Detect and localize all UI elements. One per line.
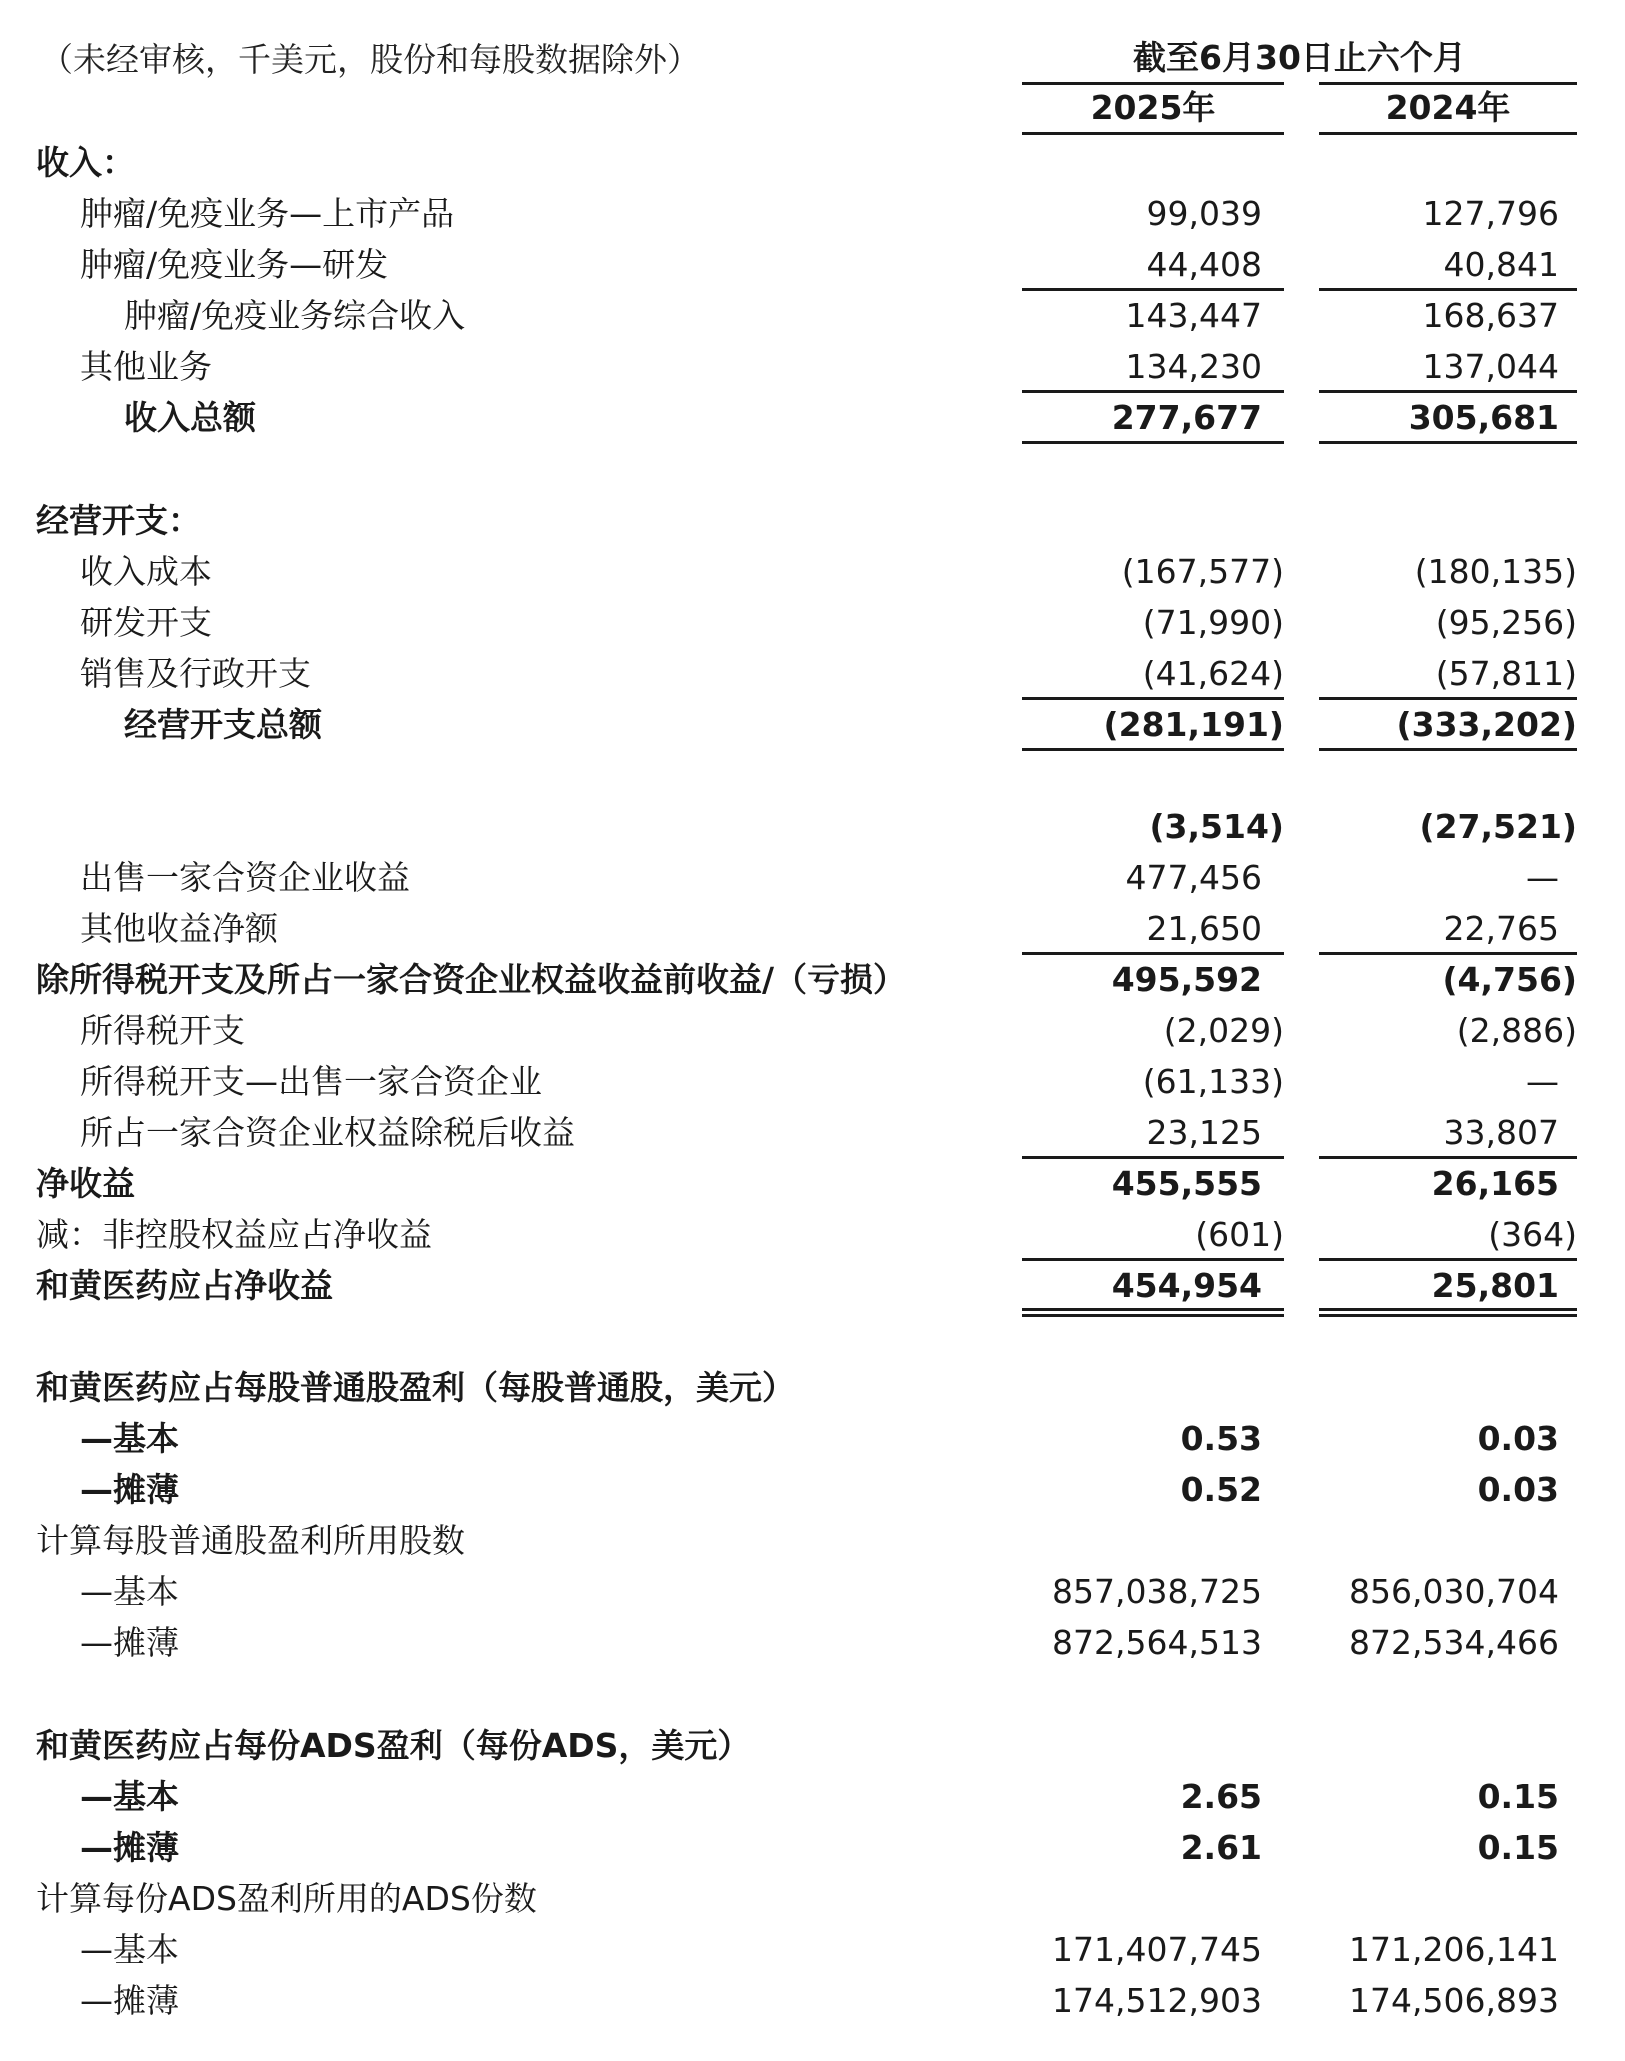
- header-rule: [1022, 132, 1284, 135]
- table-row: [0, 1873, 1625, 1924]
- net-income-label: 净收益: [36, 1164, 135, 1203]
- double-rule: [1022, 1314, 1284, 1317]
- ads-eps-heading: 和黄医药应占每份ADS盈利（每份ADS，美元）: [36, 1726, 751, 1765]
- row-label: 所得税开支—出售一家合资企业: [80, 1062, 542, 1101]
- table-row: [0, 954, 1625, 1005]
- table-row: [0, 699, 1625, 750]
- value-2025: 2.61: [1180, 1828, 1262, 1867]
- value-2025: 2.65: [1180, 1777, 1262, 1816]
- value-2025: 857,038,725: [1052, 1572, 1262, 1611]
- value-2025: 44,408: [1146, 245, 1262, 284]
- value-2025: (3,514): [1149, 807, 1284, 846]
- value-2025: 23,125: [1146, 1113, 1262, 1152]
- table-row: [0, 1413, 1625, 1464]
- pretax-income-label: 除所得税开支及所占一家合资企业权益收益前收益/（亏损）: [36, 960, 907, 999]
- column-header-2025: 2025年: [1090, 88, 1216, 127]
- table-row: [0, 1566, 1625, 1617]
- row-label: 肿瘤/免疫业务—研发: [80, 245, 389, 284]
- table-row: [0, 546, 1625, 597]
- double-rule: [1022, 1308, 1284, 1311]
- table-row: [0, 1158, 1625, 1209]
- value-2025: 143,447: [1125, 296, 1262, 335]
- value-2025: (167,577): [1121, 552, 1284, 591]
- row-label: 肿瘤/免疫业务综合收入: [124, 296, 466, 335]
- header-rule: [1319, 132, 1577, 135]
- total-rule: [1022, 748, 1284, 751]
- table-row: [0, 1056, 1625, 1107]
- value-2024: (27,521): [1419, 807, 1577, 846]
- value-2024: 137,044: [1422, 347, 1559, 386]
- table-row: [0, 495, 1625, 546]
- value-2024: 174,506,893: [1349, 1981, 1559, 2020]
- value-2024: 305,681: [1408, 398, 1559, 437]
- value-2025: 99,039: [1146, 194, 1262, 233]
- table-row: [0, 1515, 1625, 1566]
- table-row: [0, 1260, 1625, 1311]
- table-row: [0, 1617, 1625, 1668]
- table-row: [0, 341, 1625, 392]
- value-2024: (180,135): [1414, 552, 1577, 591]
- value-2024: 856,030,704: [1349, 1572, 1559, 1611]
- row-label: 研发开支: [80, 603, 212, 642]
- value-2025: 495,592: [1111, 960, 1262, 999]
- value-2024: 40,841: [1443, 245, 1559, 284]
- table-row: [0, 801, 1625, 852]
- row-label: 销售及行政开支: [80, 654, 311, 693]
- section-heading-revenue: 收入：: [36, 143, 135, 182]
- value-2024: (364): [1488, 1215, 1577, 1254]
- value-2025: 0.52: [1180, 1470, 1262, 1509]
- units-note: （未经审核，千美元，股份和每股数据除外）: [40, 40, 700, 79]
- value-2024: (333,202): [1396, 705, 1577, 744]
- row-label: —基本: [80, 1930, 179, 1969]
- row-label: 所占一家合资企业权益除税后收益: [80, 1113, 575, 1152]
- row-label: 收入成本: [80, 552, 212, 591]
- value-2024: 25,801: [1431, 1266, 1559, 1305]
- value-2025: 171,407,745: [1052, 1930, 1262, 1969]
- value-2024: (4,756): [1442, 960, 1577, 999]
- row-label: —基本: [80, 1419, 179, 1458]
- table-row: [0, 597, 1625, 648]
- row-label: 计算每股普通股盈利所用股数: [36, 1521, 465, 1560]
- table-row: [0, 648, 1625, 699]
- row-label: 计算每份ADS盈利所用的ADS份数: [36, 1879, 537, 1918]
- table-row: [0, 1362, 1625, 1413]
- value-2024: 0.03: [1477, 1470, 1559, 1509]
- row-label: —摊薄: [80, 1981, 179, 2020]
- double-rule: [1319, 1314, 1577, 1317]
- value-2025: (71,990): [1142, 603, 1284, 642]
- row-label: 出售一家合资企业收益: [80, 858, 410, 897]
- table-row: [0, 1720, 1625, 1771]
- table-row: [0, 1107, 1625, 1158]
- value-2025: (281,191): [1103, 705, 1284, 744]
- row-label: 减：非控股权益应占净收益: [36, 1215, 432, 1254]
- value-2025: 454,954: [1111, 1266, 1262, 1305]
- value-2024: 0.15: [1477, 1828, 1559, 1867]
- value-2024: (2,886): [1456, 1011, 1577, 1050]
- value-2025: 21,650: [1146, 909, 1262, 948]
- row-label: 其他业务: [80, 347, 212, 386]
- value-2024: 26,165: [1431, 1164, 1559, 1203]
- total-operating-expenses-label: 经营开支总额: [124, 705, 322, 744]
- table-row: [0, 1822, 1625, 1873]
- total-revenue-label: 收入总额: [124, 398, 256, 437]
- row-label: 其他收益净额: [80, 909, 278, 948]
- section-heading-operating-expenses: 经营开支：: [36, 501, 201, 540]
- period-header: 截至6月30日止六个月: [1133, 38, 1466, 77]
- table-row: [0, 1464, 1625, 1515]
- row-label: 肿瘤/免疫业务—上市产品: [80, 194, 455, 233]
- value-2025: 477,456: [1125, 858, 1262, 897]
- value-2025: (601): [1195, 1215, 1284, 1254]
- row-label: 所得税开支: [80, 1011, 245, 1050]
- table-row: [0, 1924, 1625, 1975]
- value-2025: (2,029): [1163, 1011, 1284, 1050]
- value-2024: 127,796: [1422, 194, 1559, 233]
- table-row: [0, 392, 1625, 443]
- value-2024: —: [1526, 1062, 1559, 1101]
- table-row: [0, 290, 1625, 341]
- total-rule: [1022, 441, 1284, 444]
- row-label: —摊薄: [80, 1828, 179, 1867]
- value-2024: 872,534,466: [1349, 1623, 1559, 1662]
- table-row: [0, 1975, 1625, 2026]
- value-2024: (95,256): [1435, 603, 1577, 642]
- row-label: —摊薄: [80, 1470, 179, 1509]
- table-row: [0, 188, 1625, 239]
- table-row: [0, 1771, 1625, 1822]
- total-rule: [1319, 441, 1577, 444]
- table-row: [0, 137, 1625, 188]
- value-2025: 174,512,903: [1052, 1981, 1262, 2020]
- value-2024: —: [1526, 858, 1559, 897]
- attributable-net-income-label: 和黄医药应占净收益: [36, 1266, 333, 1305]
- value-2024: 0.15: [1477, 1777, 1559, 1816]
- value-2025: 872,564,513: [1052, 1623, 1262, 1662]
- eps-heading: 和黄医药应占每股普通股盈利（每股普通股，美元）: [36, 1368, 795, 1407]
- table-row: [0, 1209, 1625, 1260]
- value-2025: 277,677: [1111, 398, 1262, 437]
- value-2024: (57,811): [1435, 654, 1577, 693]
- row-label: —摊薄: [80, 1623, 179, 1662]
- row-label: —基本: [80, 1777, 179, 1816]
- table-row: [0, 1005, 1625, 1056]
- value-2025: 455,555: [1111, 1164, 1262, 1203]
- double-rule: [1319, 1308, 1577, 1311]
- value-2024: 33,807: [1443, 1113, 1559, 1152]
- column-header-2024: 2024年: [1385, 88, 1511, 127]
- value-2025: (61,133): [1142, 1062, 1284, 1101]
- table-row: [0, 239, 1625, 290]
- table-row: [0, 852, 1625, 903]
- total-rule: [1319, 748, 1577, 751]
- value-2024: 171,206,141: [1349, 1930, 1559, 1969]
- table-row: [0, 903, 1625, 954]
- value-2025: (41,624): [1142, 654, 1284, 693]
- value-2025: 134,230: [1125, 347, 1262, 386]
- value-2024: 0.03: [1477, 1419, 1559, 1458]
- value-2024: 22,765: [1443, 909, 1559, 948]
- value-2024: 168,637: [1422, 296, 1559, 335]
- value-2025: 0.53: [1180, 1419, 1262, 1458]
- row-label: —基本: [80, 1572, 179, 1611]
